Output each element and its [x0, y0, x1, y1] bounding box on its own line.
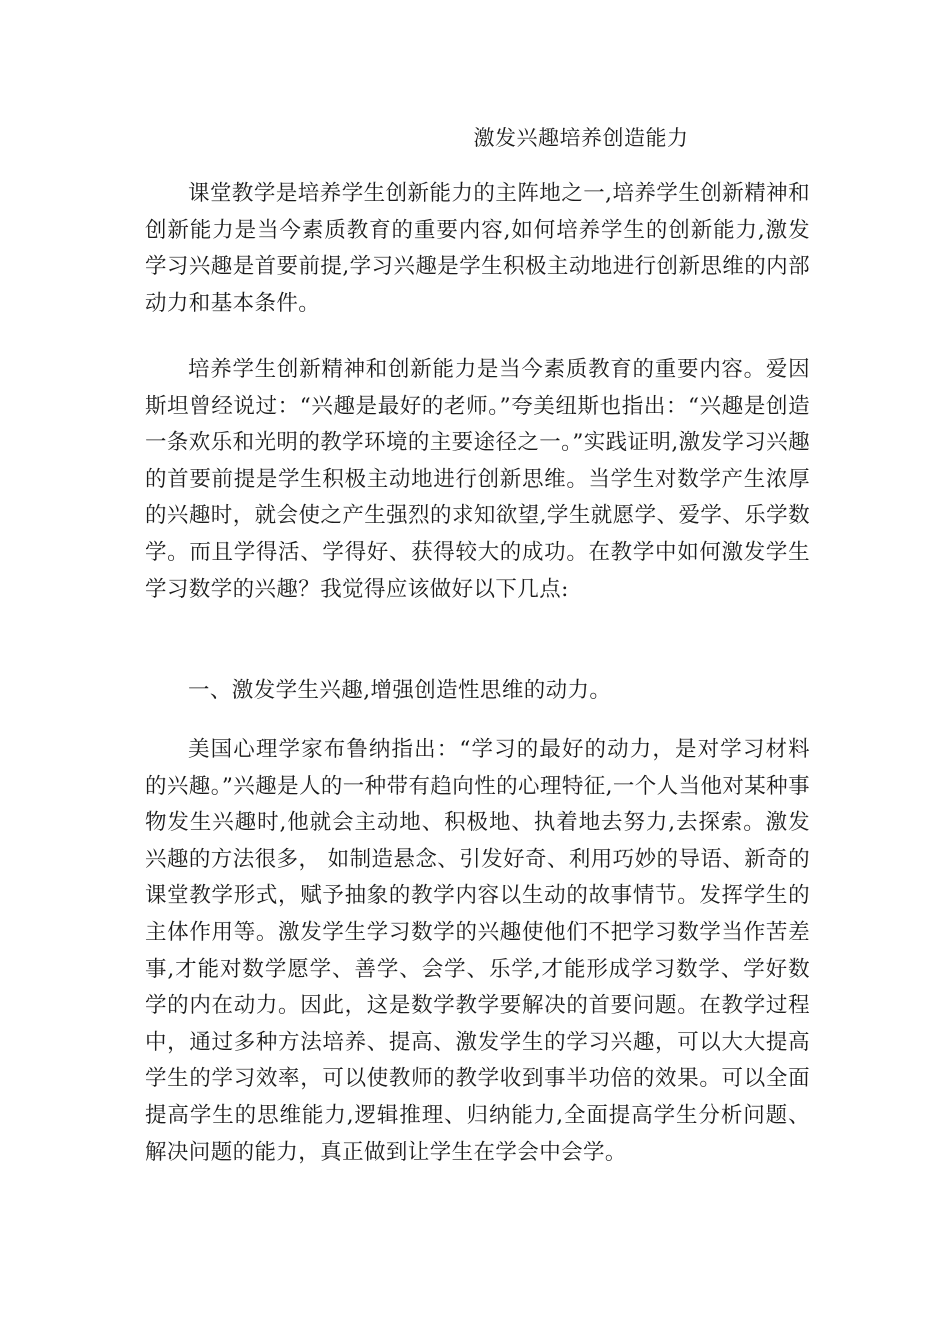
section-heading-1: 一、激发学生兴趣,增强创造性思维的动力。: [188, 678, 612, 703]
paragraph-intro: 课堂教学是培养学生创新能力的主阵地之一,培养学生创新精神和创新能力是当今素质教育的重要内容,如何培养学生的创新能力,激发学习兴趣是首要前提,学习兴趣是学生积极主动地进行创新思维的内部动力和基本条件。: [145, 181, 810, 316]
document-title: 激发兴趣培养创造能力: [473, 126, 689, 150]
document-page: [145, 0, 810, 1344]
paragraph-bruner: 美国心理学家布鲁纳指出：“学习的最好的动力，是对学习材料的兴趣。”兴趣是人的一种带有趋向性的心理特征,一个人当他对某种事物发生兴趣时,他就会主动地、积极地、执着地去努力,去探索。激发兴趣的方法很多， 如制造悬念、引发好奇、利用巧妙的导语、新奇的课堂教学形式，赋予抽象的教学内容以生动的故事情节。发挥学生的主体作用等。激发学生学习数学的兴趣使他们不把学习数学当作苦差事,才能对数学愿学、善学、会学、乐学,才能形成学习数学、学好数学的内在动力。因此，这是数学教学要解决的首要问题。在教学过程中，通过多种方法培养、提高、激发学生的学习兴趣，可以大大提高学生的学习效率，可以使教师的教学收到事半功倍的效果。可以全面提高学生的思维能力,逻辑推理、归纳能力,全面提高学生分析问题、解决问题的能力，真正做到让学生在学会中会学。: [145, 737, 810, 1165]
paragraph-interest-teacher: 培养学生创新精神和创新能力是当今素质教育的重要内容。爱因斯坦曾经说过：“兴趣是最好的老师。”夸美纽斯也指出：“兴趣是创造一条欢乐和光明的教学环境的主要途径之一。”实践证明,激发学习兴趣的首要前提是学生积极主动地进行创新思维。当学生对数学产生浓厚的兴趣时，就会使之产生强烈的求知欲望,学生就愿学、爱学、乐学数学。而且学得活、学得好、获得较大的成功。在教学中如何激发学生学习数学的兴趣？我觉得应该做好以下几点:: [145, 357, 810, 602]
